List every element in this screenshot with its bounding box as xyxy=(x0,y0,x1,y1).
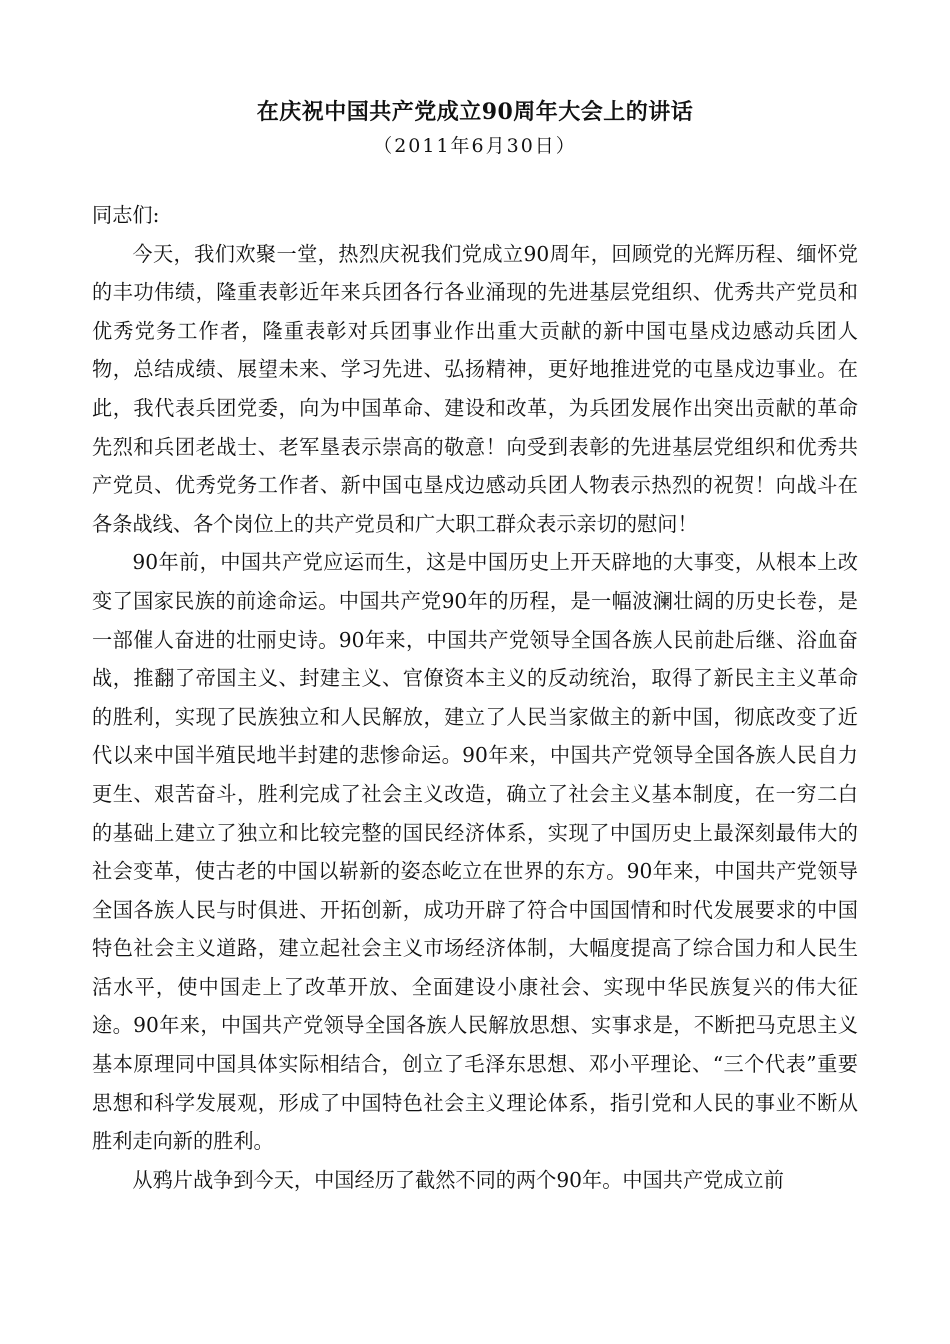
paragraph-2: 90年前，中国共产党应运而生，这是中国历史上开天辟地的大事变，从根本上改变了国家民族的前途命运。中国共产党90年的历程，是一幅波澜壮阔的历史长卷，是一部催人奋进的壮丽史诗。90年来，中国共产党领导全国各族人民前赴后继、浴血奋战，推翻了帝国主义、封建主义、官僚资本主义的反动统治，取得了新民主主义革命的胜利，实现了民族独立和人民解放，建立了人民当家做主的新中国，彻底改变了近代以来中国半殖民地半封建的悲惨命运。90年来，中国共产党领导全国各族人民自力更生、艰苦奋斗，胜利完成了社会主义改造，确立了社会主义基本制度，在一穷二白的基础上建立了独立和比较完整的国民经济体系，实现了中国历史上最深刻最伟大的社会变革，使古老的中国以崭新的姿态屹立在世界的东方。90年来，中国共产党领导全国各族人民与时俱进、开拓创新，成功开辟了符合中国国情和时代发展要求的中国特色社会主义道路，建立起社会主义市场经济体制，大幅度提高了综合国力和人民生活水平，使中国走上了改革开放、全面建设小康社会、实现中华民族复兴的伟大征途。90年来，中国共产党领导全国各族人民解放思想、实事求是，不断把马克思主义基本原理同中国具体实际相结合，创立了毛泽东思想、邓小平理论、“三个代表”重要思想和科学发展观，形成了中国特色社会主义理论体系，指引党和人民的事业不断从胜利走向新的胜利。 xyxy=(92,550,858,1154)
paragraph-3: 从鸦片战争到今天，中国经历了截然不同的两个90年。中国共产党成立前 xyxy=(132,1167,784,1192)
document-body xyxy=(92,196,858,1199)
document-title: 在庆祝中国共产党成立90周年大会上的讲话 xyxy=(256,99,694,125)
paragraph-1: 今天，我们欢聚一堂，热烈庆祝我们党成立90周年，回顾党的光辉历程、缅怀党的丰功伟绩，隆重表彰近年来兵团各行各业涌现的先进基层党组织、优秀共产党员和优秀党务工作者，隆重表彰对兵团事业作出重大贡献的新中国屯垦戍边感动兵团人物，总结成绩、展望未来、学习先进、弘扬精神，更好地推进党的屯垦戍边事业。在此，我代表兵团党委，向为中国革命、建设和改革，为兵团发展作出突出贡献的革命先烈和兵团老战士、老军垦表示崇高的敬意！向受到表彰的先进基层党组织和优秀共产党员、优秀党务工作者、新中国屯垦戍边感动兵团人物表示热烈的祝贺！向战斗在各条战线、各个岗位上的共产党员和广大职工群众表示亲切的慰问！ xyxy=(92,241,858,536)
salutation: 同志们: xyxy=(92,203,160,227)
document-date: （2011年6月30日） xyxy=(373,135,577,157)
